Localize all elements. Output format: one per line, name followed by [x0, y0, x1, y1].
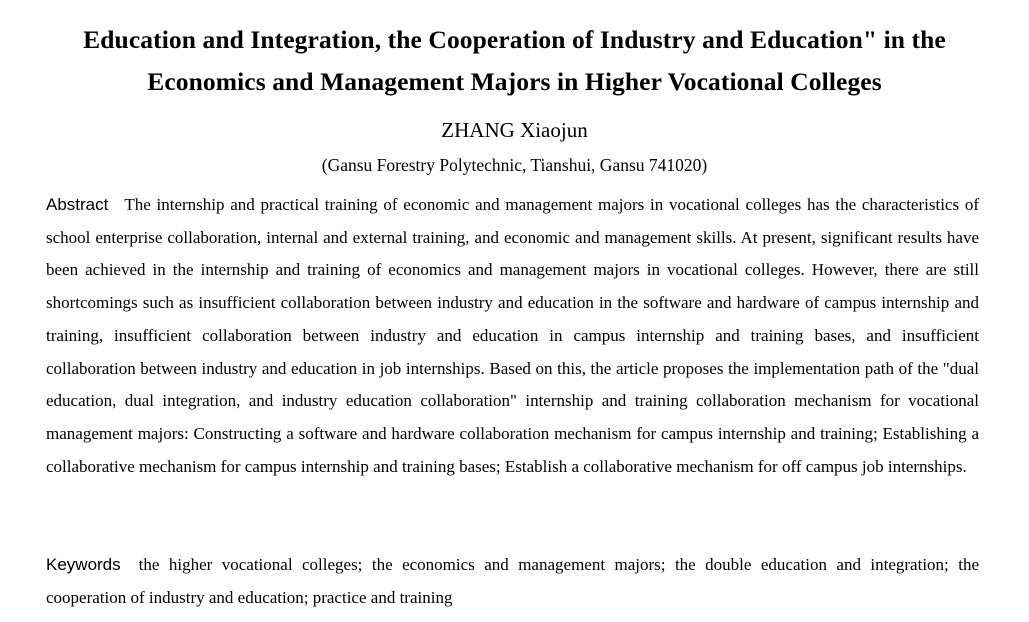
abstract-section — [46, 189, 979, 483]
author-name: ZHANG Xiaojun — [441, 118, 588, 142]
paper-title-line-2: Economics and Management Majors in Higher Vocational Colleges — [147, 67, 882, 96]
keywords-text: the higher vocational colleges; the economics and management majors; the double education and integration; the cooperation of industry and education; practice and training — [46, 555, 979, 607]
keywords-label: Keywords — [46, 555, 121, 574]
keywords-section — [46, 548, 979, 614]
abstract-label: Abstract — [46, 195, 109, 214]
author-affiliation: (Gansu Forestry Polytechnic, Tianshui, Gansu 741020) — [321, 155, 708, 175]
paper-title-line-1: Education and Integration, the Cooperation of Industry and Education" in the — [83, 25, 946, 54]
abstract-text: The internship and practical training of economic and management majors in vocational colleges has the characteristics of school enterprise collaboration, internal and external training, and economic and management skills. At present, significant results have been achieved in the internship and training of economics and management majors in vocational colleges. However, there are still shortcomings such as insufficient collaboration between industry and education in the software and hardware of campus internship and training, insufficient collaboration between industry and education in campus internship and training bases, and insufficient collaboration between industry and education in job internships. Based on this, the article proposes the implementation path of the "dual education, dual integration, and industry education collaboration" internship and training collaboration mechanism for vocational management majors: Constructing a software and hardware collaboration mechanism for campus internship and training; Establishing a collaborative mechanism for campus internship and training bases; Establish a collaborative mechanism for off campus job internships. — [46, 195, 979, 476]
